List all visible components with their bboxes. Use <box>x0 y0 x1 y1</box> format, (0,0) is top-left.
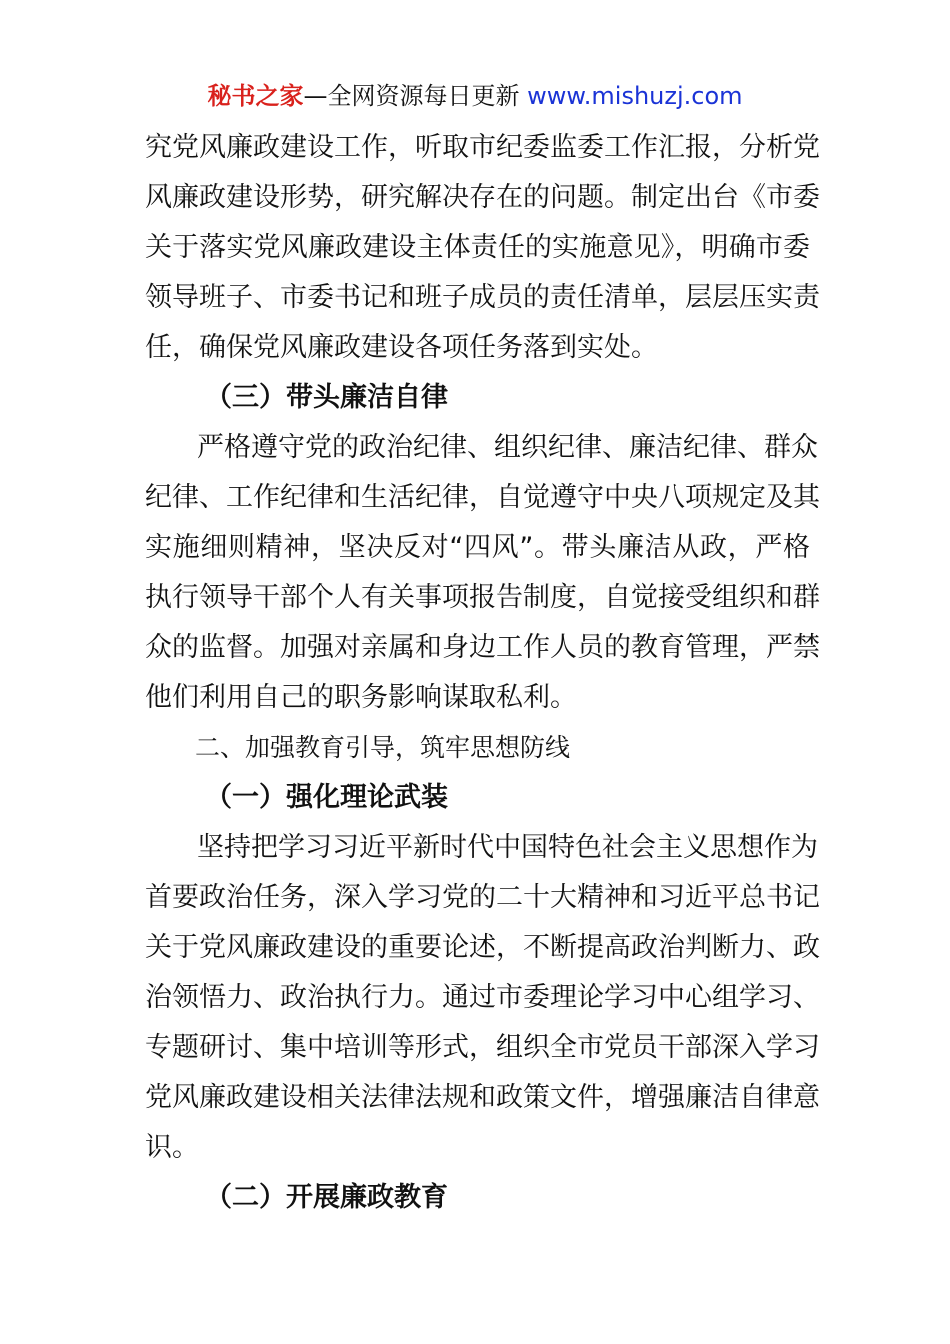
subheading-2: （二）开展廉政教育 <box>205 1182 448 1213</box>
paragraph-line: 识。 <box>145 1132 199 1163</box>
paragraph-3 <box>145 823 820 1173</box>
paragraph-line: 实施细则精神，坚决反对“四风”。带头廉洁从政，严格 <box>145 532 810 563</box>
paragraph-line: 领导班子、市委书记和班子成员的责任清单，层层压实责 <box>145 282 820 313</box>
header-slogan: —全网资源每日更新 <box>303 82 528 110</box>
paragraph-line: 任，确保党风廉政建设各项任务落到实处。 <box>145 332 658 363</box>
paragraph-line: 众的监督。加强对亲属和身边工作人员的教育管理，严禁 <box>145 632 820 663</box>
page-header <box>0 80 950 112</box>
paragraph-line: 关于落实党风廉政建设主体责任的实施意见》，明确市委 <box>145 232 810 263</box>
paragraph-line: 严格遵守党的政治纪律、组织纪律、廉洁纪律、群众 <box>197 432 818 463</box>
paragraph-line: 首要政治任务，深入学习党的二十大精神和习近平总书记 <box>145 882 820 913</box>
section-heading-2: 二、加强教育引导，筑牢思想防线 <box>195 733 571 762</box>
paragraph-line: 执行领导干部个人有关事项报告制度，自觉接受组织和群 <box>145 582 820 613</box>
paragraph-line: 治领悟力、政治执行力。通过市委理论学习中心组学习、 <box>145 982 820 1013</box>
subheading-1: （一）强化理论武装 <box>205 782 448 813</box>
paragraph-line: 他们利用自己的职务影响谋取私利。 <box>145 682 577 713</box>
paragraph-1 <box>145 123 820 373</box>
paragraph-line: 坚持把学习习近平新时代中国特色社会主义思想作为 <box>197 832 818 863</box>
paragraph-line: 专题研讨、集中培训等形式，组织全市党员干部深入学习 <box>145 1032 820 1063</box>
header-url-link[interactable]: www.mishuzj.com <box>527 82 743 110</box>
header-brand: 秘书之家 <box>207 82 304 110</box>
paragraph-line: 究党风廉政建设工作，听取市纪委监委工作汇报，分析党 <box>145 132 820 163</box>
subheading-3: （三）带头廉洁自律 <box>205 382 448 413</box>
document-body <box>145 123 820 1223</box>
paragraph-line: 党风廉政建设相关法律法规和政策文件，增强廉洁自律意 <box>145 1082 820 1113</box>
paragraph-2 <box>145 423 820 723</box>
paragraph-line: 纪律、工作纪律和生活纪律，自觉遵守中央八项规定及其 <box>145 482 820 513</box>
paragraph-line: 风廉政建设形势，研究解决存在的问题。制定出台《市委 <box>145 182 820 213</box>
paragraph-line: 关于党风廉政建设的重要论述，不断提高政治判断力、政 <box>145 932 820 963</box>
